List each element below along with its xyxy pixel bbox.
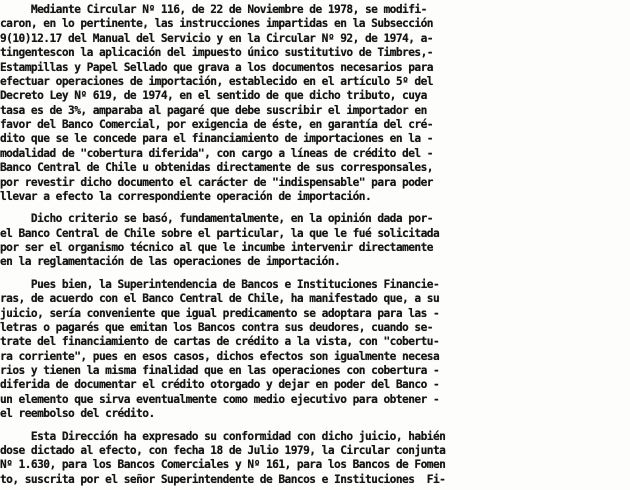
text-line: trate del financiamiento de cartas de crédito a la vista, con "cobertu- xyxy=(0,335,440,349)
text-line: diferida de documentar el crédito otorgado y dejar en poder del Banco - xyxy=(0,378,440,392)
text-line: 9(10)12.17 del Manual del Servicio y en la Circular Nº 92, de 1974, a- xyxy=(0,31,433,45)
text-line: Nº 1.630, para los Bancos Comerciales y Nº 161, para los Bancos de Fomen xyxy=(0,458,446,472)
text-line: por revestir dicho documento el carácter de "indispensable" para poder xyxy=(0,175,433,189)
text-line: ra corriente", pues en esos casos, dichos efectos son igualmente necesa xyxy=(0,349,440,363)
text-line: Pues bien, la Superintendencia de Bancos e Instituciones Financie- xyxy=(0,277,440,291)
text-line: el reembolso del crédito. xyxy=(0,407,155,421)
text-line: en la reglamentación de las operaciones de importación. xyxy=(0,255,341,269)
text-line: tingentescon la aplicación del impuesto único sustitutivo de Timbres,- xyxy=(0,46,433,60)
text-line: favor del Banco Comercial, por exigencia de éste, en garantía del cré- xyxy=(0,118,433,131)
text-line: letras o pagarés que emitan los Bancos contra sus deudores, cuando se- xyxy=(0,320,433,334)
text-line: to, suscrita por el señor Superintendente de Bancos e Instituciones Fi- xyxy=(0,472,446,486)
text-line: un elemento que sirva eventualmente como medio ejecutivo para obtener - xyxy=(0,392,440,406)
text-line: por ser el organismo técnico al que le incumbe intervenir directamente xyxy=(0,241,433,254)
text-line: Banco Central de Chile u obtenidas directamente de sus corresponsales, xyxy=(0,161,433,175)
text-line: caron, en lo pertinente, las instrucciones impartidas en la Subsección xyxy=(0,17,433,31)
text-line: ras, de acuerdo con el Banco Central de Chile, ha manifestado que, a su xyxy=(0,292,440,306)
text-line: dito que se le concede para el financiamiento de importaciones en la - xyxy=(0,132,433,146)
text-line: tasa es de 3%, amparaba al pagaré que debe suscribir el importador en xyxy=(0,103,427,117)
text-line: Mediante Circular Nº 116, de 22 de Noviembre de 1978, se modifi- xyxy=(0,3,427,16)
text-line: el Banco Central de Chile sobre el particular, la que le fué solicitada xyxy=(0,226,440,240)
text-line: efectuar operaciones de importación, establecido en el artículo 5º del xyxy=(0,74,433,88)
text-line: dose dictado al efecto, con fecha 18 de Julio 1979, la Circular conjunta xyxy=(0,443,446,457)
text-line: Dicho criterio se basó, fundamentalmente, en la opinión dada por- xyxy=(0,212,433,226)
text-line: modalidad de "cobertura diferida", con cargo a líneas de crédito del - xyxy=(0,146,433,160)
text-line: llevar a efecto la correspondiente operación de importación. xyxy=(0,189,372,203)
text-line: Decreto Ley Nº 619, de 1974, en el sentido de que dicho tributo, cuya xyxy=(0,89,427,103)
text-line: juicio, sería conveniente que igual predicamento se adoptara para las - xyxy=(0,306,440,320)
text-line: Esta Dirección ha expresado su conformidad con dicho juicio, habién xyxy=(0,429,446,443)
text-line: rios y tienen la misma finalidad que en las operaciones con cobertura - xyxy=(0,364,440,377)
text-line: Estampillas y Papel Sellado que grava a los documentos necesarios para xyxy=(0,60,433,74)
